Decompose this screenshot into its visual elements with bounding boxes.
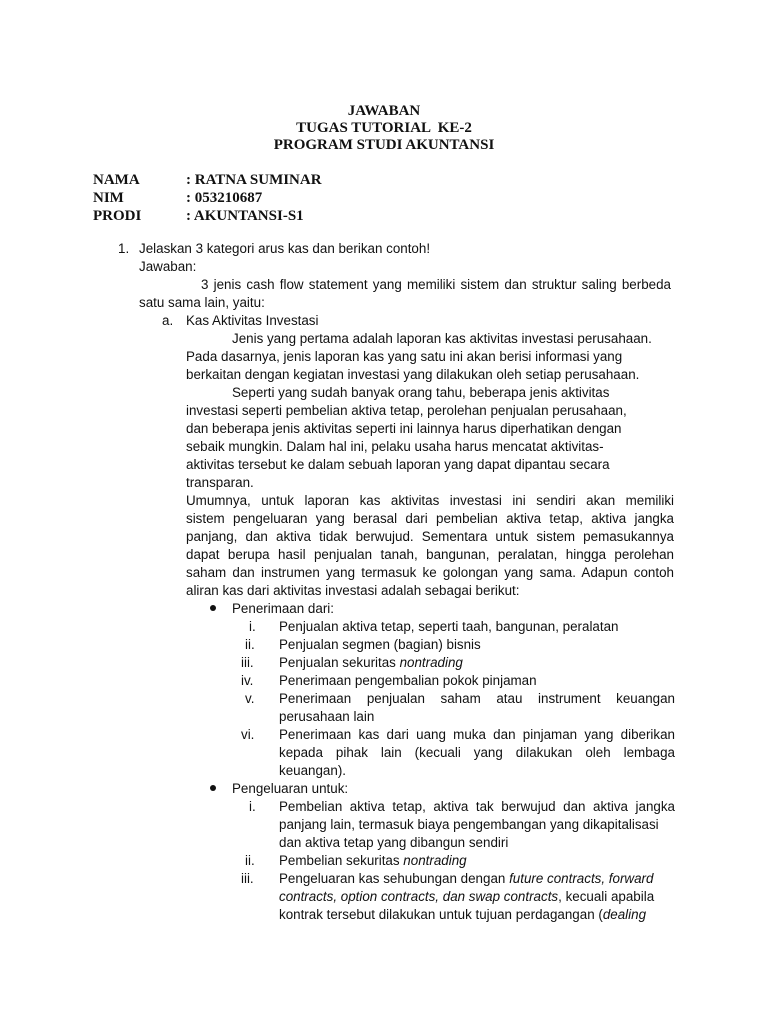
paragraph-line: saham dan instrumen yang termasuk ke golongan yang sama. Adapun contoh	[186, 565, 674, 580]
list-item: kepada pihak lain (kecuali yang dilakukan oleh lembaga	[279, 745, 675, 760]
list-item: perusahaan lain	[279, 709, 375, 724]
list-number: i.	[249, 619, 256, 634]
nama-label: NAMA	[93, 172, 140, 188]
paragraph-line: berkaitan dengan kegiatan investasi yang dilakukan oleh setiap perusahaan.	[186, 367, 640, 382]
list-item-text: , kecuali apabila	[558, 889, 655, 904]
intro-line-2: satu sama lain, yaitu:	[139, 295, 265, 310]
nama-row	[93, 171, 322, 189]
document-header	[0, 103, 768, 154]
list-item	[279, 888, 654, 906]
list-item-italic: nontrading	[403, 853, 467, 868]
bullet-icon	[210, 605, 216, 611]
paragraph-line: sistem pengeluaran yang berasal dari pembelian aktiva tetap, aktiva jangka	[186, 511, 674, 526]
list-item	[279, 852, 467, 870]
list-item-italic: nontrading	[399, 655, 463, 670]
list-item: Penerimaan penjualan saham atau instrument keuangan	[279, 691, 675, 706]
section-a-title: Kas Aktivitas Investasi	[186, 313, 319, 328]
list-number: iii.	[241, 871, 254, 886]
list-number: vi.	[241, 727, 255, 742]
list-item	[279, 870, 653, 888]
paragraph-line: dan beberapa jenis aktivitas seperti ini lainnya harus diperhatikan dengan	[186, 421, 622, 436]
list-item: Pembelian aktiva tetap, aktiva tak berwujud dan aktiva jangka	[279, 799, 675, 814]
list-item-text: Pengeluaran kas sehubungan dengan	[279, 871, 510, 886]
prodi-row	[93, 207, 322, 225]
paragraph-line: dapat berupa hasil penjualan tanah, bangunan, peralatan, hingga perolehan	[186, 547, 674, 562]
paragraph-line: transparan.	[186, 475, 254, 490]
paragraph-line: aktivitas tersebut ke dalam sebuah laporan yang dapat dipantau secara	[186, 457, 610, 472]
list-number: ii.	[245, 637, 255, 652]
penerimaan-title: Penerimaan dari:	[232, 601, 334, 616]
list-number: iv.	[241, 673, 254, 688]
list-number: v.	[245, 691, 255, 706]
pengeluaran-title: Pengeluaran untuk:	[232, 781, 349, 796]
prodi-label: PRODI	[93, 208, 142, 224]
nim-value: : 053210687	[186, 190, 263, 206]
intro-line-1: 3 jenis cash flow statement yang memiliki sistem dan struktur saling berbeda	[201, 277, 671, 292]
header-title: JAWABAN	[347, 103, 421, 119]
list-item	[279, 906, 646, 924]
nim-label: NIM	[93, 190, 124, 206]
nim-row	[93, 189, 322, 207]
student-info	[93, 171, 322, 225]
list-item: Penjualan aktiva tetap, seperti taah, bangunan, peralatan	[279, 619, 619, 634]
header-program: PROGRAM STUDI AKUNTANSI	[273, 137, 495, 153]
list-number: iii.	[241, 655, 254, 670]
header-subtitle: TUGAS TUTORIAL KE-2	[296, 120, 472, 136]
list-item: dan aktiva tetap yang dibangun sendiri	[279, 835, 509, 850]
section-a-marker: a.	[162, 313, 174, 328]
paragraph-line: investasi seperti pembelian aktiva tetap, perolehan penjualan perusahaan,	[186, 403, 627, 418]
question-number: 1.	[118, 241, 130, 256]
list-item: Penerimaan kas dari uang muka dan pinjaman yang diberikan	[279, 727, 675, 742]
nama-value: : RATNA SUMINAR	[186, 172, 322, 188]
list-item-text: kontrak tersebut dilakukan untuk tujuan perdagangan (	[279, 907, 603, 922]
list-number: i.	[249, 799, 256, 814]
question-text: Jelaskan 3 kategori arus kas dan berikan contoh!	[139, 241, 431, 256]
list-item-italic: dealing	[602, 907, 647, 922]
list-item-text: Penjualan sekuritas	[279, 655, 400, 670]
list-item: panjang lain, termasuk biaya pengembangan yang dikapitalisasi	[279, 817, 659, 832]
prodi-value: : AKUNTANSI-S1	[186, 208, 304, 224]
list-item-italic: future contracts, forward	[509, 871, 654, 886]
list-item: Penjualan segmen (bagian) bisnis	[279, 637, 481, 652]
list-item-text: Pembelian sekuritas	[279, 853, 404, 868]
bullet-icon	[210, 785, 216, 791]
paragraph-line: Seperti yang sudah banyak orang tahu, beberapa jenis aktivitas	[232, 385, 610, 400]
list-item: Penerimaan pengembalian pokok pinjaman	[279, 673, 537, 688]
list-item: keuangan).	[279, 763, 347, 778]
paragraph-line: Umumnya, untuk laporan kas aktivitas investasi ini sendiri akan memiliki	[186, 493, 674, 508]
list-item	[279, 654, 463, 672]
list-number: ii.	[245, 853, 255, 868]
paragraph-line: Pada dasarnya, jenis laporan kas yang satu ini akan berisi informasi yang	[186, 349, 623, 364]
paragraph-line: sebaik mungkin. Dalam hal ini, pelaku usaha harus mencatat aktivitas-	[186, 439, 604, 454]
paragraph-line: aliran kas dari aktivitas investasi adalah sebagai berikut:	[186, 583, 520, 598]
list-item-italic: contracts, option contracts, dan swap contracts	[279, 889, 559, 904]
paragraph-line: Jenis yang pertama adalah laporan kas aktivitas investasi perusahaan.	[232, 331, 652, 346]
paragraph-line: panjang, dan aktiva tidak berwujud. Sementara untuk sistem pemasukannya	[186, 529, 674, 544]
answer-label: Jawaban:	[139, 259, 197, 274]
